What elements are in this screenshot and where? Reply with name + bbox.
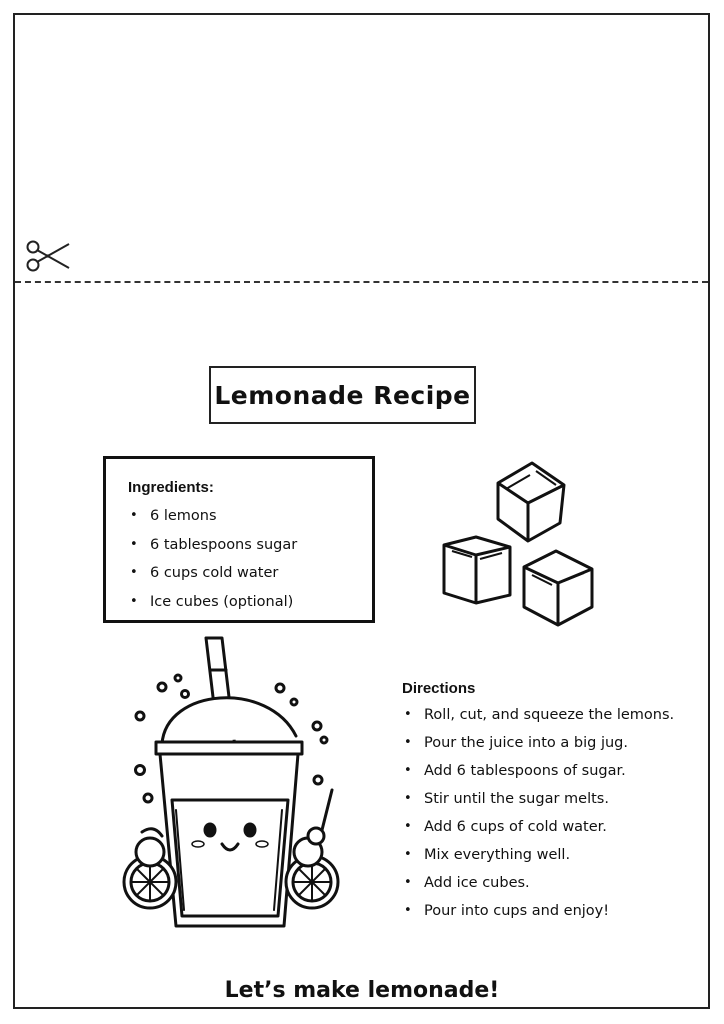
direction-step: • Pour into cups and enjoy! [402, 897, 702, 925]
directions-list [402, 701, 702, 925]
direction-step: • Roll, cut, and squeeze the lemons. [402, 701, 702, 729]
ingredient-item: • 6 tablespoons sugar [128, 531, 372, 560]
direction-step: • Mix everything well. [402, 841, 702, 869]
ingredient-item: • 6 cups cold water [128, 559, 372, 588]
direction-step: • Add ice cubes. [402, 869, 702, 897]
direction-step: • Pour the juice into a big jug. [402, 729, 702, 757]
direction-step: • Add 6 tablespoons of sugar. [402, 757, 702, 785]
directions-heading: Directions [402, 680, 476, 697]
scissors-icon [24, 238, 72, 274]
direction-step: • Stir until the sugar melts. [402, 785, 702, 813]
ingredient-item: • Ice cubes (optional) [128, 588, 372, 617]
direction-step: • Add 6 cups of cold water. [402, 813, 702, 841]
ice-cubes-icon [432, 455, 602, 630]
ingredients-list [128, 502, 372, 616]
ingredient-item: • 6 lemons [128, 502, 372, 531]
recipe-title: Lemonade Recipe [209, 366, 476, 424]
directions-section [402, 680, 702, 925]
lemonade-cup-icon [118, 630, 358, 945]
ingredients-box [103, 456, 375, 623]
ingredients-heading: Ingredients: [128, 479, 214, 496]
footer-slogan: Let’s make lemonade! [224, 978, 500, 1003]
cut-line [15, 281, 708, 283]
